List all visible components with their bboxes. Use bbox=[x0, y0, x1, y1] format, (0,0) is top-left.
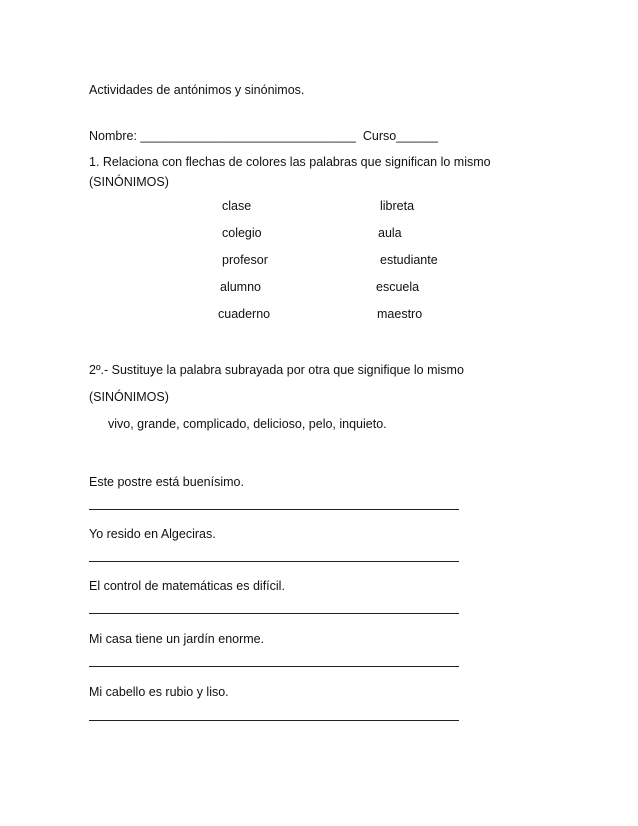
right-word: estudiante bbox=[380, 253, 438, 267]
sentence: El control de matemáticas es difícil. bbox=[89, 579, 285, 593]
exercise1-instruction: 1. Relaciona con flechas de colores las palabras que significan lo mismo bbox=[89, 155, 491, 169]
right-word: aula bbox=[378, 226, 402, 240]
sentence: Mi cabello es rubio y liso. bbox=[89, 685, 229, 699]
left-word: profesor bbox=[222, 253, 268, 267]
answer-line bbox=[89, 509, 459, 510]
right-word: escuela bbox=[376, 280, 420, 294]
left-word: colegio bbox=[222, 226, 262, 240]
left-word: clase bbox=[222, 199, 252, 213]
name-course-line: Nombre: _______________________________ Curso______ bbox=[89, 129, 438, 143]
sentence: Mi casa tiene un jardín enorme. bbox=[89, 632, 265, 646]
left-word: cuaderno bbox=[218, 307, 271, 321]
sentence: Este postre está buenísimo. bbox=[89, 475, 244, 489]
answer-line bbox=[89, 720, 459, 721]
worksheet-title: Actividades de antónimos y sinónimos. bbox=[89, 83, 305, 97]
left-word: alumno bbox=[220, 280, 261, 294]
exercise1-subtitle: (SINÓNIMOS) bbox=[89, 175, 169, 189]
answer-line bbox=[89, 666, 459, 667]
exercise2-instruction: 2º.- Sustituye la palabra subrayada por otra que signifique lo mismo bbox=[89, 363, 464, 377]
sentence: Yo resido en Algeciras. bbox=[89, 527, 216, 541]
right-word: maestro bbox=[377, 307, 423, 321]
right-word: libreta bbox=[380, 199, 415, 213]
exercise2-subtitle: (SINÓNIMOS) bbox=[89, 390, 169, 404]
answer-line bbox=[89, 561, 459, 562]
word-bank: vivo, grande, complicado, delicioso, pelo, inquieto. bbox=[108, 417, 387, 431]
answer-line bbox=[89, 613, 459, 614]
